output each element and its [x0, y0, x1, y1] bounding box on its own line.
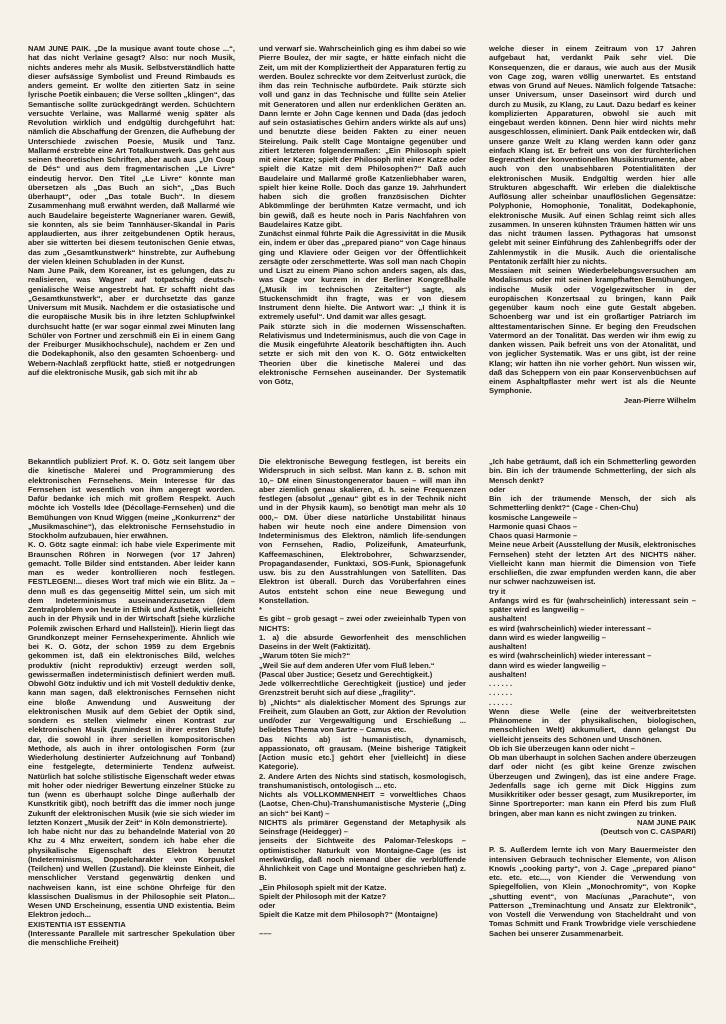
author-signature-paik: NAM JUNE PAIK (Deutsch von C. CASPARI): [600, 817, 696, 836]
top-column-1-text: NAM JUNE PAIK. „De la musique avant toute chose ...“, hat das nicht Verlaine gesagt? Also: nur noch Musik, nichts anderes mehr als Musik. Selbstverständlich hatte dieser aufsässige Symbolist und Freund Rimbauds es anders gemeint. Er wollte den zitierten Satz in seine lyrische Poetik einbauen; die Verse sollten „klingen“, das Semantische sollte zurückgedrängt werden. Schüchtern versuchte Verlaine, was Mallarmé wenig später als Revolution wirklich und endgültig durchgeführt hat: nämlich die Abschaffung der Grenzen, die Aufhebung der Unterschiede zwischen Poesie, Musik und Tanz. Mallarmé erstrebte eine Art Totalkunstwerk. Das geht aus seinen theoretischen Schriften, aber auch aus „Un Coup de Dés“ und aus dem fragmentarischen „Le Livre“ eindeutig hervor. Den Titel „Le Livre“ könnte man übersetzen als „Das Buch an sich“, „Das Buch überhaupt“, oder „Das totale Buch“. In diesem Zusammenhang muß erwähnt werden, daß Mallarmé wie auch Baudelaire begeisterte Wagnerianer waren. Gewiß, sie konnten, als sie beim Tannhäuser-Skandal in Paris applaudierten, aus ihrer zeitgebundenen Optik heraus, aber sie witterten bei diesem teutonischen Genie etwas, das zum „Gesamtkunstwerk“ hinstrebte, zur Aufhebung der vielen kleinen Schubladen in der Kunst. Nam June Paik, dem Koreaner, ist es gelungen, das zu realisieren, was Wagner auf totpatschig deutsch-genialische Weise angestrebt hat. Er schafft nicht das „Gesamtkunstwerk“, aber er durchsetzte das ganze Universum mit Musik. Nachdem er die ostasiatische und die europäische Musik bis in ihre letzten Schlupfwinkel durchsucht hatte (er war sogar einmal zwei Minuten lang Schüler von Fortner und zerschmiß ein Ei in einem Gang der Freiburger Musikhochschule), nachdem er Zen und die Dodekaphonik, also den gesamten Schoenberg- und Webern-Nachlaß zerpflückt hatte, stieß er notgedrungen auf die elektronische Musik, gab sich mit ihr ab: [28, 44, 235, 377]
bottom-column-1-text: Bekanntlich publiziert Prof. K. O. Götz seit langem über die kinetische Malerei und Programmierung des elektronischen Fernsehens. Mein Interesse für das Fernsehen ist wesentlich von ihm angeregt worden. Dafür bedanke ich mich mit großem Respekt. Auch möchte ich Vostells Idee (Décollage-Fernsehen) und die Bemühungen von Knud Wiggen (meine „Konkurrenz“ der „Musikmaschine“), das elektronische Fernsehstudio in Stockholm aufzubauen, hier erwähnen. K. O. Götz sagte einmal: ich habe viele Experimente mit Braunschen Röhren in Norwegen (vor 17 Jahren) gemacht. Tolle Bilder sind entstanden. Aber leider kann man es weder kontrollieren noch festlegen. FESTLEGEN!... dieses Wort traf mich wie ein Blitz. Ja – denn muß es das gegenseitig Mittel sein, um sich mit dem Indeterminismus auseinanderzusetzen (dem Zentralproblem von heute in Ethik und Ästhetik, vielleicht auch in der Physik und in der Wirtschaft [siehe kürzliche Polemik zwischen Erhard und Hallstein]). Hierin liegt das Grundkonzept meiner Fernsehexperimente. Ähnlich wie bei K. O. Götz, der schon 1959 zu dem Ergebnis gekommen ist, daß ein elektronisches Bild, welches produktiv (nicht reproduktiv) erzeugt werden soll, gewissermaßen indeterministisch definiert werden muß. Obwohl Götz induktiv und ich mit Vostell deduktiv denke, kann man sagen, daß elektronisches Fernsehen nicht eine bloße Anwendung und Ausweitung der elektronischen Musik auf dem Gebiet der Optik sind, sondern es stellen vielmehr einen Kontrast zur elektronischen Musik (zumindest in ihrer ersten Stufe) dar, die sowohl in ihrer seriellen kompositorischen Methode, als auch in ihrer ontologischen Form (zur Wiederholung destinierter Aufzeichnung auf Tonband) eine festgelegte, determinierte Tendenz aufweist. Natürlich hat solche stilistische Eigenschaft weder etwas mit hoher oder niedriger Bewertung einzelner Stücke zu tun (wenn es überhaupt solche Dinge außerhalb der Kunstkritik gibt), noch betrifft das die immer noch junge Zukunft der elektronischen Musik (wie sie sich wieder im letzten Konzert „Musik der Zeit“ in Köln demonstrierte). Ich habe nicht nur das zu behandelnde Material von 20 Khz zu 4 Mhz erweitert, sondern ich habe eher die physikalische Eigenschaft des Elektron benutzt (Indeterminismus, Doppelcharakter von Korpuskel (Teilchen) und Wellen (Zustand). Die kleinste Einheit, die menschlicher Verstand gegenwärtig denken und nachweisen kann, ist eine schöne Ohrfeige für den klassischen Dualismus in der Philosophie seit Platon... Wesen UND Erscheinung, essentia UND existentia. Beim Elektron jedoch... EXISTENTIA IST ESSENTIA (Interessante Parallele mit sartrescher Spekulation über die menschliche Freiheit): [28, 457, 235, 947]
top-column-2: [259, 44, 466, 412]
postscript: P. S. Außerdem lernte ich von Mary Bauermeister den intensiven Gebrauch technischer Elemente, von Alison Knowls „cooking party“, von J. Cage „prepared piano“ etc. etc. etc...., von Kiender die Verwendung von Spiegelfolien, von Klein „Monochromity“, von Kopke „shutting event“, von Macíunas „Parachute“, von Patterson „Treminachtung und Ansatz zur Elektronik“, von Vostell die Verwendung von Stacheldraht und von Tomas Schmitt und Frank Trowbridge viele verschiedene Sachen bei unserer Zusammenarbeit.: [489, 845, 696, 938]
top-column-3: [489, 44, 696, 412]
top-column-1: [28, 44, 235, 412]
bottom-column-3: [489, 457, 696, 987]
top-column-3-text: welche dieser in einem Zeitraum von 17 Jahren aufgebaut hat, verdankt Paik sehr viel. Die Konsequenzen, die er daraus, wie auch aus der Musik von Cage zog, waren völlig unerwartet. Es entstand etwas von Grund auf Neues. Nämlich folgende Tatsache: unser Universum, unser Daseinsort wird durch und durch zu Musik, zu Klang, zu Laut. Dazu bedarf es keiner komplizierten Apparaturen, obwohl sie auch mit eingebaut werden können. Denn hier wird nichts mehr ausgeschlossen, eliminiert. Dank Paik entdecken wir, daß unsere ganze Welt zu Klang werden kann oder ganz einfach Klang ist. Er befreit uns von der fürchterlichen Begrenztheit der konventionellen Musikinstrumente, aber auch von den unabsehbaren Potentialitäten der elektronischen Musik. Endgültig werden hier alle Strukturen abgeschafft. Wir erleben die dialektische Auflösung aller scheinbar unauflöslichen Gegensätze: Polyphonie, Homophonie, Tonalität, Dodekaphonie, elektronische Musik. Auf einen Schlag reimt sich alles zusammen. In unseren kühnsten Träumen hätten wir uns das nicht träumen lassen. Pythagoras hat umsonst gelebt mit seiner Einführung des Zahlenbegriffs oder der Zahlenmystik in die Musik. Auch die orientalische Pentatonik zerfällt hier zu nichts. Messiaen mit seinen Wiederbelebungsversuchen am Modalismus oder mit seinen krampfhaften Bemühungen, indische Musik oder Vögelgezwitscher in der europäischen Konzertsaal zu bringen, kann Paik gegenüber kaum noch eine gute Gestalt abgeben. Schoenberg war und ist ein großartiger Patriarch im alttestamentarischen Sinne. Er beging den Freudschen Vatermord an der Tonalität. Das werden wir ihm ewig zu danken wissen. Paik befreit uns von der Atonalität, und von jeglicher Systematik. Was er uns gibt, ist der reine Klang; wir hatten ihn nie vorher gehört. Nun wissen wir, daß das Scheppern von ein paar Konservenbüchsen auf einem Asphaltpflaster mehr wert ist als die Neunte Symphonie.: [489, 44, 696, 396]
top-column-2-text: und verwarf sie. Wahrscheinlich ging es ihm dabei so wie Pierre Boulez, der mir sagte, er hätte einfach nicht die Zeit, um mit der Kompliziertheit der Apparaturen fertig zu werden. Boulez schreckte vor dem Zeitverlust zurück, die ihm das rein Technische aufbürdete. Paik stürzte sich voll und ganz in das Technische und füllte sein Atelier mit Generatoren und allen nur erdenklichen Geräten an. Dann lernte er John Cage kennen und Dada (das jedoch auf sein ostasiatisches Gehirn anders wirkte als auf uns) und benutzte diese beiden Fakten zu einer neuen Steirelung. Paik stellt Cage Montaigne gegenüber und zitiert letzteren folgendermaßen: „Ein Philosoph spielt mit einer Katze; spielt der Philosoph mit einer Katze oder spielt die Katze mit dem Philosophen?“ Daß auch Baudelaire und Mallarmé große Katzenliebhaber waren, spielt hier keine Rolle. Doch das ganze 19. Jahrhundert haben sich die großen französischen Dichter Abkömmlinge der berühmten Katze vermacht, und ich bin gewiß, daß es heute noch in Paris Nachfahren von Baudelaires Katze gibt. Zunächst einmal führte Paik die Agressivität in die Musik ein, indem er über das „prepared piano“ von Cage hinaus ging und Klaviere oder Geigen vor der Öffentlichkeit zersägte oder zerschmetterte. Was soll man nach Chopin und Liszt zu einem Piano schon anders sagen, als das, was Cage vor kurzem in der Berliner Kongreßhalle („Musik im technischen Zeitalter“) sagte, als Stuckenschmidt ihn fragte, was er von diesem Instrument denn hielte. Die Antwort war: „I think it is extremely useful“. Und damit war alles gesagt. Paik stürzte sich in die modernen Wissenschaften. Relativismus und Indeterminismus, auch die von Cage in die Musik eingeführte Aleatorik beschäftigten ihn. Auch setzte er sich mit den von K. O. Götz entwickelten Theorien über die kinetische Malerei und das elektronische Fernsehen auseinander. Der Systematik von Götz,: [259, 44, 466, 386]
bottom-column-2-text: Die elektronische Bewegung festlegen, ist bereits ein Widerspruch in sich selbst. Man kann z. B. schon mit 10,– DM einen Sinustongenerator bauen – will man ihn aber ziemlich genau skalieren, d. h. seine Frequenzen festlegen (absolut „genau“ gibt es in der Technik nicht und in der Physik kaum), so benötigt man mehr als 10 000,– DM. Über diese natürliche Unstabilität hinaus haben wir heute noch eine andere Dimension von Indeterminismus des Elektron, nämlich life-sendungen von Fernsehen, Radio, Polizeifunk, Amateurfunk, Kaffeemaschinen, Elektrobohrer, Schwarzsender, Propagandasender, Funktaxi, SOS-Funk, Spionagefunk usw. bis zu den Ausstrahlungen von Satelliten. Das Elektron ist überall. Durch das Vorüberfahren eines Autos entsteht schon eine neue Bewegung und Konstellation. * Es gibt – grob gesagt – zwei oder zweieinhalb Typen von NICHTS: 1. a) die absurde Geworfenheit des menschlichen Daseins in der Welt (Faktizität). „Warum töten Sie mich?“ „Weil Sie auf dem anderen Ufer vom Fluß leben.“ (Pascal über Justice; Gesetz und Gerechtigkeit.) Jede völkerrechtliche Gerechtigkeit (justice) und jeder Grenzstreit beruht sich auf diese „fragility“. b) „Nichts“ als dialektischer Moment des Sprungs zur Freiheit, zum Glauben an Gott, zur Aktion der Revolution und/oder zur Vergewaltigung und Erschießung ... beliebtes Thema von Sartre – Camus etc. Das Nichts ab) ist humanistisch, dynamisch, appassionato, oft grausam. (Meine bisherige Tätigkeit [Action music etc.] gehört eher [vielleicht] in diese Kategorie). 2. Andere Arten des Nichts sind statisch, kosmologisch, transhumanistisch, ontologisch ... etc. Nichts als VOLLKOMMENHEIT = vorweltliches Chaos (Laotse, Chen-Chu)-Transhumanistische Mysterie („Ding an sich“ bei Kant) – NICHTS als primärer Gegenstand der Metaphysik als Seinsfrage (Heidegger) – jenseits der Sichtweite des Palomar-Teleskops – optimistischer Naturkult von Montaigne-Cage (es ist merkwürdig, daß noch niemand über die verblüffende Ähnlichkeit von Cage und Montaigne geschrieben hat) z. B. „Ein Philosoph spielt mit der Katze. Spielt der Philosoph mit der Katze? oder Spielt die Katze mit dem Philosoph?“ (Montaigne) –––: [259, 457, 466, 938]
author-signature-wilhelm: Jean-Pierre Wilhelm: [623, 395, 696, 405]
bottom-column-1: [28, 457, 235, 987]
bottom-column-3-text: „Ich habe geträumt, daß ich ein Schmetterling geworden bin. Bin ich der träumende Schmetterling, der sich als Mensch denkt? oder Bin ich der träumende Mensch, der sich als Schmetterling denkt?“ (Cage - Chen-Chu) kosmische Langeweile – Harmonie quasi Chaos – Chaos quasi Harmonie – Meine neue Arbeit (Ausstellung der Musik, elektronisches Fernsehen) steht der letzten Art des NICHTS näher. Vielleicht kann man hiermit die Dimension von Tiefe erschließen, die zwar empfunden werden kann, die aber nur schwer nachzuweisen ist. try it Anfangs wird es für (wahrscheinlich) interessant sein – später wird es langweilig – aushalten! es wird (wahrscheinlich) wieder interessant – dann wird es wieder langweilig – aushalten! es wird (wahrscheinlich) wieder interessant – dann wird es wieder langweilig – aushalten! . . . . . . . . . . . . . . . . . . Wenn diese Welle (eine der weitverbreitetsten Phänomene in der physikalischen, biologischen, menschlichen Welt) akkumuliert, dann gelangst Du vielleicht jenseits des Schönen und Unschönen. Ob ich Sie überzeugen kann oder nicht – Ob man überhaupt in solchen Sachen andere überzeugen darf oder nicht (es gibt keine Grenze zwischen Überzeugen und Zwingen), das ist eine andere Frage. Jedenfalls sage ich gerne mit Dick Higgins zum Musikkritiker oder besser gesagt, zum Musikreporter, im Sinne Sportreporter: man kann ein Pferd bis zum Fluß bringen, aber man kann es nicht zwingen zu trinken.: [489, 457, 696, 818]
bottom-column-2: [259, 457, 466, 987]
